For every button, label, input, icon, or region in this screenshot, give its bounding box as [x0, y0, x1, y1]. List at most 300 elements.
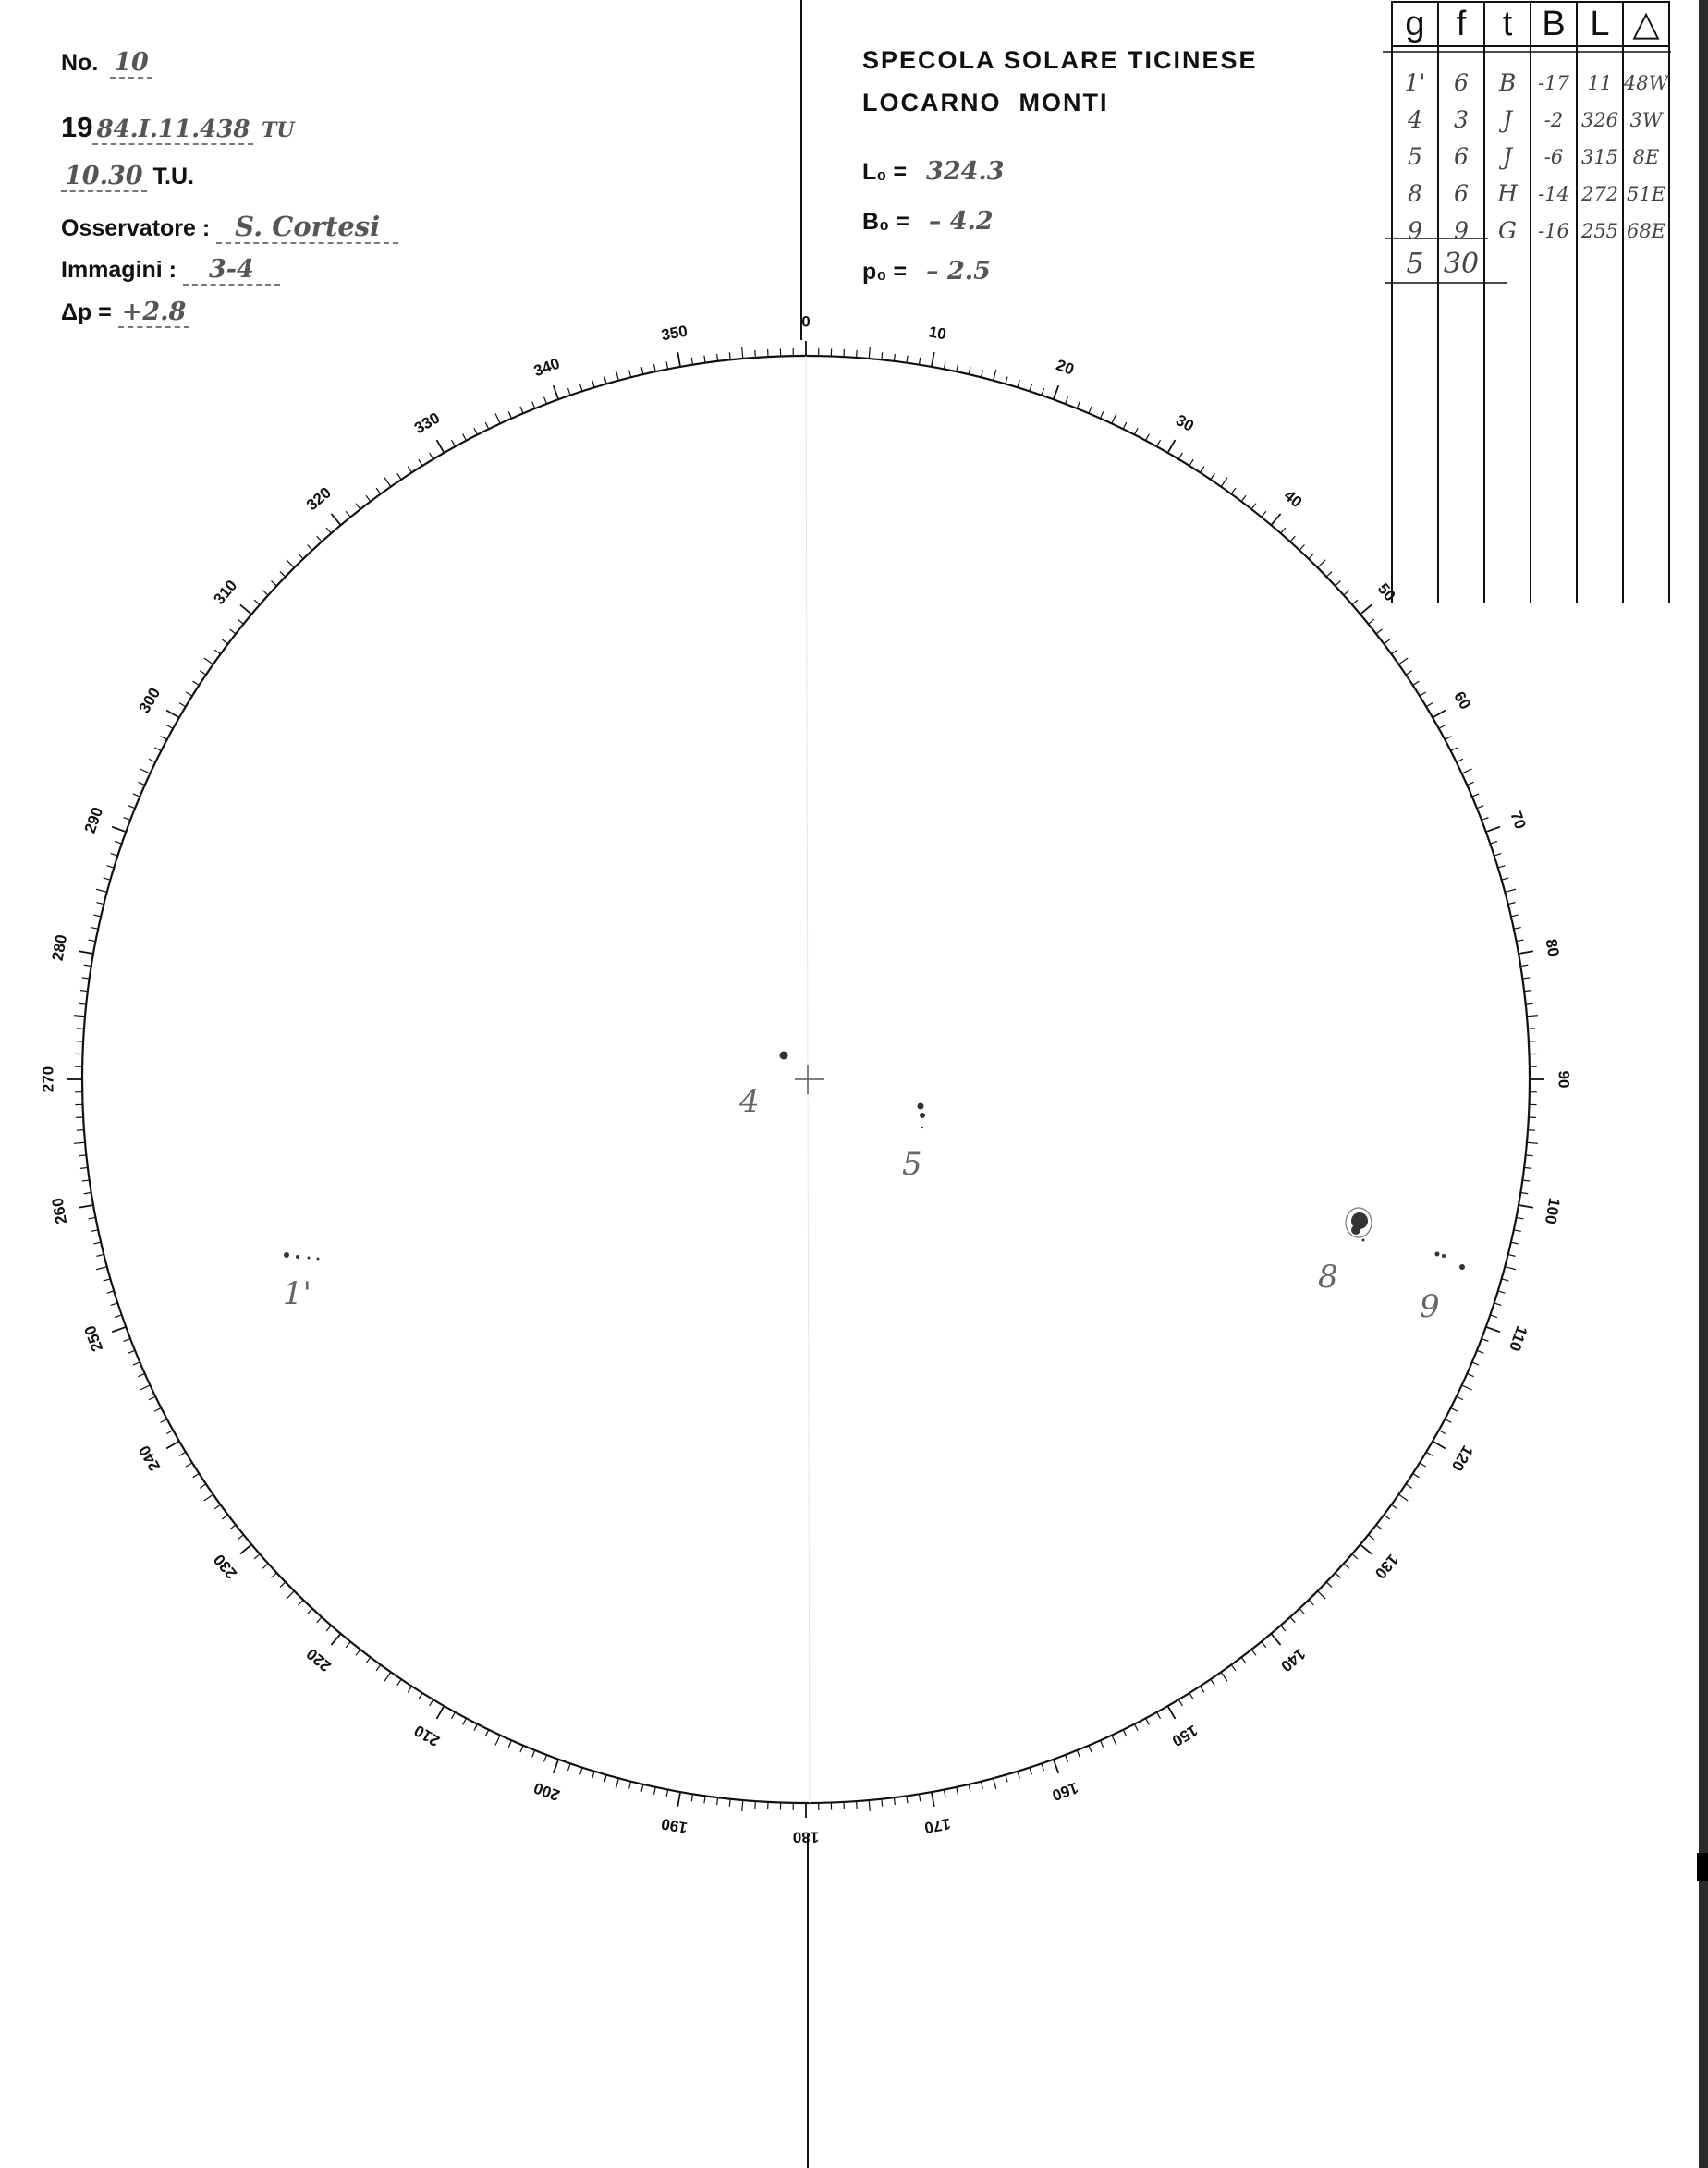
- dial-tick: [79, 1205, 93, 1208]
- dial-label: 160: [1049, 1778, 1081, 1805]
- dial-tick: [96, 1267, 107, 1270]
- dial-tick: [1498, 866, 1506, 868]
- dial-tick: [1344, 1564, 1349, 1568]
- dial-tick: [1486, 827, 1500, 832]
- dial-tick: [376, 488, 381, 493]
- dial-tick: [397, 1679, 401, 1686]
- dial-tick: [1426, 703, 1433, 707]
- spot-group-label: 5: [902, 1146, 922, 1183]
- dial-label: 330: [410, 408, 444, 438]
- dial-label: 170: [922, 1814, 953, 1837]
- images-value: 3-4: [183, 255, 280, 286]
- dial-tick: [1457, 759, 1463, 762]
- dial-tick: [93, 1242, 101, 1244]
- dial-tick: [214, 650, 220, 654]
- dial-tick: [1420, 692, 1426, 696]
- dial-tick: [230, 1525, 236, 1529]
- dial-tick: [1054, 1760, 1058, 1773]
- dial-tick: [346, 511, 350, 517]
- dial-tick: [1514, 1230, 1521, 1232]
- dial-tick: [857, 350, 858, 358]
- dial-tick: [82, 1180, 90, 1181]
- dial-tick: [79, 1155, 86, 1156]
- dial-tick: [1433, 711, 1446, 718]
- scan-edge-notch: [1697, 1853, 1708, 1881]
- dial-tick: [1376, 1525, 1382, 1529]
- dial-tick: [1241, 1657, 1246, 1663]
- dial-tick: [376, 1664, 381, 1670]
- table-cell: 4: [1408, 106, 1422, 133]
- dial-tick: [1517, 940, 1524, 942]
- dial-tick: [89, 940, 96, 942]
- l0-value: 324.3: [926, 157, 1005, 186]
- dial-tick: [869, 347, 870, 359]
- dial-tick: [299, 554, 304, 559]
- dial-tick: [238, 619, 243, 624]
- dial-tick: [366, 495, 371, 501]
- dial-tick: [1477, 806, 1483, 809]
- dial-tick: [907, 356, 908, 363]
- dial-tick: [1100, 411, 1103, 418]
- table-cell: 326: [1580, 109, 1619, 131]
- dial-tick: [107, 866, 115, 868]
- dial-tick: [222, 1515, 227, 1519]
- dial-tick: [1134, 1724, 1138, 1731]
- dial-tick: [1398, 1494, 1408, 1501]
- table-cell: 5: [1408, 143, 1422, 170]
- dial-tick: [331, 1634, 340, 1645]
- observer-value: S. Cortesi: [216, 211, 398, 244]
- spot-group-label: 8: [1318, 1259, 1338, 1296]
- dial-tick: [1211, 473, 1214, 480]
- sunspot: [317, 1258, 320, 1261]
- dial-tick: [957, 364, 958, 371]
- dial-tick: [592, 381, 594, 388]
- dial-tick: [1527, 1142, 1538, 1143]
- dial-tick: [230, 629, 236, 634]
- dial-tick: [1520, 965, 1528, 966]
- dial-label: 10: [927, 323, 948, 344]
- dial-label: 200: [531, 1778, 563, 1805]
- date-suffix: TU: [262, 118, 295, 142]
- dial-tick: [1519, 1205, 1533, 1208]
- dial-tick: [1445, 737, 1451, 740]
- dial-label: 80: [1542, 937, 1563, 958]
- dial-tick: [437, 1706, 445, 1719]
- number-label: No.: [61, 50, 99, 76]
- delta-p-value: +2.8: [118, 298, 190, 328]
- dial-tick: [222, 639, 227, 644]
- dial-tick: [1439, 1431, 1446, 1434]
- dial-tick: [204, 1494, 214, 1501]
- dial-tick: [1502, 1279, 1509, 1281]
- dial-label: 190: [659, 1814, 689, 1837]
- dial-tick: [1467, 1373, 1473, 1376]
- dial-tick: [1439, 725, 1446, 729]
- dial-tick: [567, 388, 570, 396]
- dial-tick: [115, 1315, 122, 1318]
- dial-tick: [616, 1778, 618, 1789]
- dial-tick: [1123, 422, 1127, 429]
- dial-tick: [1413, 1473, 1420, 1477]
- dial-tick: [1066, 397, 1068, 404]
- dial-tick: [287, 1591, 294, 1599]
- sunspot: [921, 1127, 923, 1128]
- dial-tick: [1221, 478, 1227, 487]
- dial-tick: [79, 951, 93, 954]
- dial-tick: [463, 434, 467, 441]
- sunspot: [1435, 1252, 1440, 1257]
- dial-tick: [554, 385, 558, 399]
- dial-tick: [485, 422, 489, 429]
- dial-tick: [994, 1778, 996, 1789]
- dial-tick: [430, 453, 433, 459]
- dial-tick: [287, 560, 294, 567]
- dial-tick: [474, 428, 478, 434]
- dial-tick: [1520, 1192, 1528, 1193]
- sunspot: [308, 1257, 311, 1260]
- dial-tick: [932, 352, 934, 367]
- dial-tick: [104, 878, 111, 880]
- dial-label: 280: [48, 932, 71, 963]
- dial-tick: [508, 411, 511, 418]
- dial-tick: [384, 478, 391, 487]
- l0-label: L₀ =: [862, 159, 908, 185]
- dial-tick: [408, 1687, 411, 1693]
- table-cell: 6: [1454, 69, 1469, 96]
- dial-tick: [1384, 1515, 1389, 1519]
- dial-tick: [1482, 1339, 1488, 1342]
- dial-tick: [1451, 748, 1458, 751]
- dial-tick: [1100, 1740, 1103, 1747]
- dial-tick: [154, 1407, 161, 1411]
- dial-tick: [1231, 488, 1236, 493]
- dial-tick: [1519, 951, 1533, 954]
- dial-tick: [729, 352, 730, 359]
- dial-label: 150: [1168, 1721, 1202, 1750]
- dial-tick: [200, 1484, 206, 1488]
- dial-tick: [452, 1712, 456, 1719]
- dial-tick: [666, 1790, 668, 1797]
- dial-tick: [346, 1642, 350, 1648]
- dial-tick: [154, 748, 161, 751]
- dial-tick: [112, 1327, 126, 1332]
- dial-tick: [271, 581, 276, 586]
- dial-tick: [96, 1254, 104, 1256]
- dial-tick: [691, 358, 692, 365]
- dial-tick: [1508, 1254, 1516, 1256]
- sunspot: [284, 1252, 289, 1258]
- dial-label: 240: [135, 1442, 165, 1475]
- dial-tick: [1231, 1664, 1236, 1670]
- dial-tick: [742, 1800, 743, 1811]
- dial-tick: [1251, 504, 1256, 509]
- dial-tick: [111, 1303, 118, 1305]
- dial-tick: [193, 1473, 200, 1477]
- dial-tick: [133, 794, 140, 797]
- dial-tick: [186, 1463, 192, 1467]
- dial-tick: [1042, 1763, 1044, 1771]
- dial-tick: [882, 1799, 883, 1807]
- dial-tick: [214, 1504, 220, 1509]
- dial-tick: [1494, 1303, 1502, 1305]
- dial-tick: [107, 1291, 115, 1293]
- dial-tick: [1511, 915, 1519, 917]
- dial-tick: [1472, 1362, 1479, 1365]
- dial-tick: [1066, 1755, 1068, 1761]
- dial-tick: [544, 397, 547, 404]
- dial-tick: [957, 1787, 958, 1795]
- dial-tick: [1472, 794, 1479, 797]
- dial-label: 230: [210, 1551, 241, 1583]
- dial-tick: [430, 1699, 433, 1706]
- dial-tick: [96, 903, 104, 905]
- dial-tick: [1299, 544, 1304, 550]
- dial-tick: [1494, 854, 1502, 856]
- dial-tick: [200, 671, 206, 675]
- dial-tick: [532, 1750, 535, 1757]
- dial-tick: [89, 1217, 96, 1219]
- dial-tick: [1168, 440, 1176, 453]
- dial-tick: [1526, 1003, 1533, 1004]
- dial-tick: [691, 1794, 692, 1801]
- p0-label: p₀ =: [862, 259, 908, 285]
- dial-tick: [463, 1718, 467, 1724]
- dial-tick: [654, 364, 656, 371]
- dial-tick: [1451, 1407, 1458, 1411]
- dial-tick: [1406, 1484, 1412, 1488]
- dial-tick: [138, 782, 144, 785]
- dial-tick: [1360, 1544, 1372, 1553]
- dial-tick: [166, 725, 173, 729]
- dial-tick: [1490, 1315, 1497, 1318]
- dial-tick: [111, 854, 118, 856]
- dial-tick: [326, 528, 331, 533]
- dial-tick: [520, 1746, 523, 1752]
- table-header-cell: △: [1632, 5, 1660, 43]
- dial-tick: [894, 354, 895, 361]
- sunspot: [920, 1113, 925, 1118]
- dial-tick: [115, 841, 122, 844]
- dial-tick: [1123, 1730, 1127, 1736]
- dial-tick: [1290, 536, 1295, 542]
- dial-tick: [485, 1730, 489, 1736]
- dial-tick: [308, 544, 312, 550]
- table-cell: 9: [1454, 217, 1469, 244]
- dial-label: 250: [80, 1322, 107, 1355]
- images-label: Immagini :: [61, 257, 177, 283]
- dial-tick: [755, 350, 756, 358]
- dial-tick: [1527, 1016, 1538, 1017]
- sunspot: [918, 1103, 924, 1110]
- dial-tick: [1522, 978, 1530, 979]
- table-cell: 255: [1580, 220, 1619, 242]
- dial-tick: [161, 1419, 167, 1423]
- dial-tick: [397, 473, 401, 480]
- table-cell: J: [1502, 143, 1513, 170]
- p0-value: – 2.5: [926, 257, 991, 286]
- dial-tick: [677, 352, 680, 367]
- dial-tick: [1134, 428, 1138, 434]
- dial-tick: [193, 681, 200, 685]
- dial-label: 120: [1447, 1442, 1477, 1475]
- dial-tick: [508, 1740, 511, 1747]
- dial-tick: [1526, 1155, 1533, 1156]
- dial-tick: [1467, 782, 1473, 785]
- dial-tick: [1318, 560, 1325, 567]
- dial-tick: [1077, 402, 1080, 408]
- table-cell: 11: [1587, 72, 1613, 94]
- dial-tick: [532, 402, 535, 408]
- dial-tick: [1146, 434, 1150, 441]
- dial-label: 30: [1173, 410, 1197, 435]
- dial-tick: [981, 370, 982, 377]
- dial-tick: [1376, 629, 1382, 634]
- dial-tick: [1477, 1350, 1483, 1353]
- sunspot: [1362, 1239, 1365, 1242]
- dial-tick: [124, 1339, 130, 1342]
- dial-tick: [544, 1755, 547, 1761]
- dial-tick: [1445, 1419, 1451, 1423]
- table-cell: 6: [1454, 143, 1469, 170]
- dial-tick: [704, 356, 705, 363]
- dial-tick: [604, 1775, 606, 1783]
- dial-tick: [1391, 1504, 1397, 1509]
- dial-tick: [1326, 572, 1332, 578]
- table-cell: G: [1498, 217, 1517, 244]
- dial-label: 300: [135, 684, 165, 717]
- dial-tick: [592, 1772, 594, 1779]
- dial-tick: [1522, 1180, 1530, 1181]
- dial-tick: [1309, 554, 1314, 559]
- dial-tick: [317, 536, 322, 542]
- dial-tick: [894, 1797, 895, 1805]
- table-cell: 1': [1404, 69, 1426, 96]
- table-header-cell: B: [1542, 5, 1566, 43]
- table-cell: 6: [1454, 180, 1469, 207]
- dial-tick: [554, 1760, 558, 1773]
- dial-tick: [452, 440, 456, 446]
- sunspot: [780, 1052, 788, 1060]
- b0-label: B₀ =: [862, 209, 909, 235]
- dial-tick: [204, 658, 214, 664]
- dial-tick: [641, 1784, 643, 1792]
- table-cell: 9: [1408, 217, 1422, 244]
- dial-tick: [580, 1768, 582, 1775]
- sunspot: [1351, 1225, 1360, 1235]
- dial-tick: [882, 352, 883, 359]
- dial-tick: [77, 1130, 84, 1131]
- dial-tick: [112, 827, 126, 832]
- time-unit: T.U.: [152, 164, 194, 189]
- dial-tick: [1318, 1591, 1325, 1599]
- dial-tick: [1457, 1396, 1463, 1400]
- dial-tick: [93, 915, 101, 917]
- dial-tick: [629, 370, 631, 377]
- dial-tick: [1042, 388, 1044, 396]
- date-value: 84.I.11.438: [92, 116, 253, 145]
- dial-tick: [1281, 1626, 1286, 1631]
- dial-tick: [495, 413, 500, 423]
- dial-tick: [1490, 841, 1497, 844]
- dial-tick: [981, 1782, 982, 1789]
- dial-tick: [1006, 377, 1007, 384]
- sunspot: [1459, 1264, 1465, 1270]
- dial-tick: [969, 1784, 970, 1792]
- dial-tick: [717, 1797, 718, 1805]
- table-cell: -14: [1538, 183, 1569, 205]
- dial-tick: [1398, 658, 1408, 664]
- dial-tick: [91, 1230, 98, 1232]
- dial-tick: [580, 384, 582, 392]
- dial-tick: [1168, 1706, 1176, 1719]
- dial-tick: [331, 514, 340, 525]
- dial-tick: [437, 440, 445, 453]
- dial-tick: [1336, 1573, 1341, 1577]
- dial-tick: [1299, 1609, 1304, 1614]
- dial-tick: [604, 377, 606, 384]
- dial-tick: [1433, 1442, 1446, 1449]
- dial-tick: [326, 1626, 331, 1631]
- dial-tick: [755, 1801, 756, 1809]
- dial-tick: [742, 347, 743, 359]
- dial-tick: [1502, 878, 1509, 880]
- dial-tick: [666, 362, 668, 370]
- dial-label: 270: [39, 1066, 57, 1093]
- dial-tick: [969, 367, 970, 374]
- dial-tick: [280, 1582, 286, 1588]
- dial-tick: [356, 504, 360, 509]
- dial-tick: [919, 1794, 920, 1801]
- dial-tick: [1420, 1463, 1426, 1467]
- dial-tick: [1030, 1768, 1031, 1775]
- dial-label: 20: [1054, 356, 1077, 379]
- dial-tick: [567, 1763, 570, 1771]
- table-cell: 272: [1580, 183, 1619, 205]
- dial-tick: [1517, 1217, 1524, 1219]
- dial-tick: [280, 572, 286, 578]
- dial-tick: [1281, 528, 1286, 533]
- dial-label: 130: [1371, 1551, 1402, 1583]
- dial-tick: [1262, 511, 1266, 517]
- dial-tick: [1190, 1693, 1193, 1699]
- dial-tick: [729, 1799, 730, 1807]
- dial-tick: [262, 591, 268, 595]
- dial-label: 180: [792, 1828, 820, 1846]
- dial-tick: [128, 1350, 135, 1353]
- dial-tick: [271, 1573, 276, 1577]
- dial-tick: [1426, 1452, 1433, 1455]
- dial-tick: [1326, 1582, 1332, 1588]
- dial-tick: [944, 1790, 946, 1797]
- dial-tick: [677, 1792, 680, 1807]
- dial-label: 310: [210, 576, 241, 608]
- dial-tick: [1336, 581, 1341, 586]
- dial-tick: [1157, 1712, 1161, 1719]
- dial-tick: [80, 991, 88, 992]
- dial-tick: [1486, 1327, 1500, 1332]
- table-header-cell: L: [1590, 5, 1610, 43]
- scan-edge: [1699, 0, 1708, 2168]
- dial-label: 340: [531, 354, 563, 381]
- observatory-name: SPECOLA SOLARE TICINESE: [862, 46, 1258, 74]
- table-cell: 315: [1580, 146, 1619, 168]
- dial-tick: [74, 1016, 85, 1017]
- table-total-cell: 30: [1443, 248, 1480, 280]
- dial-tick: [419, 459, 422, 466]
- b0-value: – 4.2: [928, 207, 994, 236]
- dial-tick: [1200, 1687, 1203, 1693]
